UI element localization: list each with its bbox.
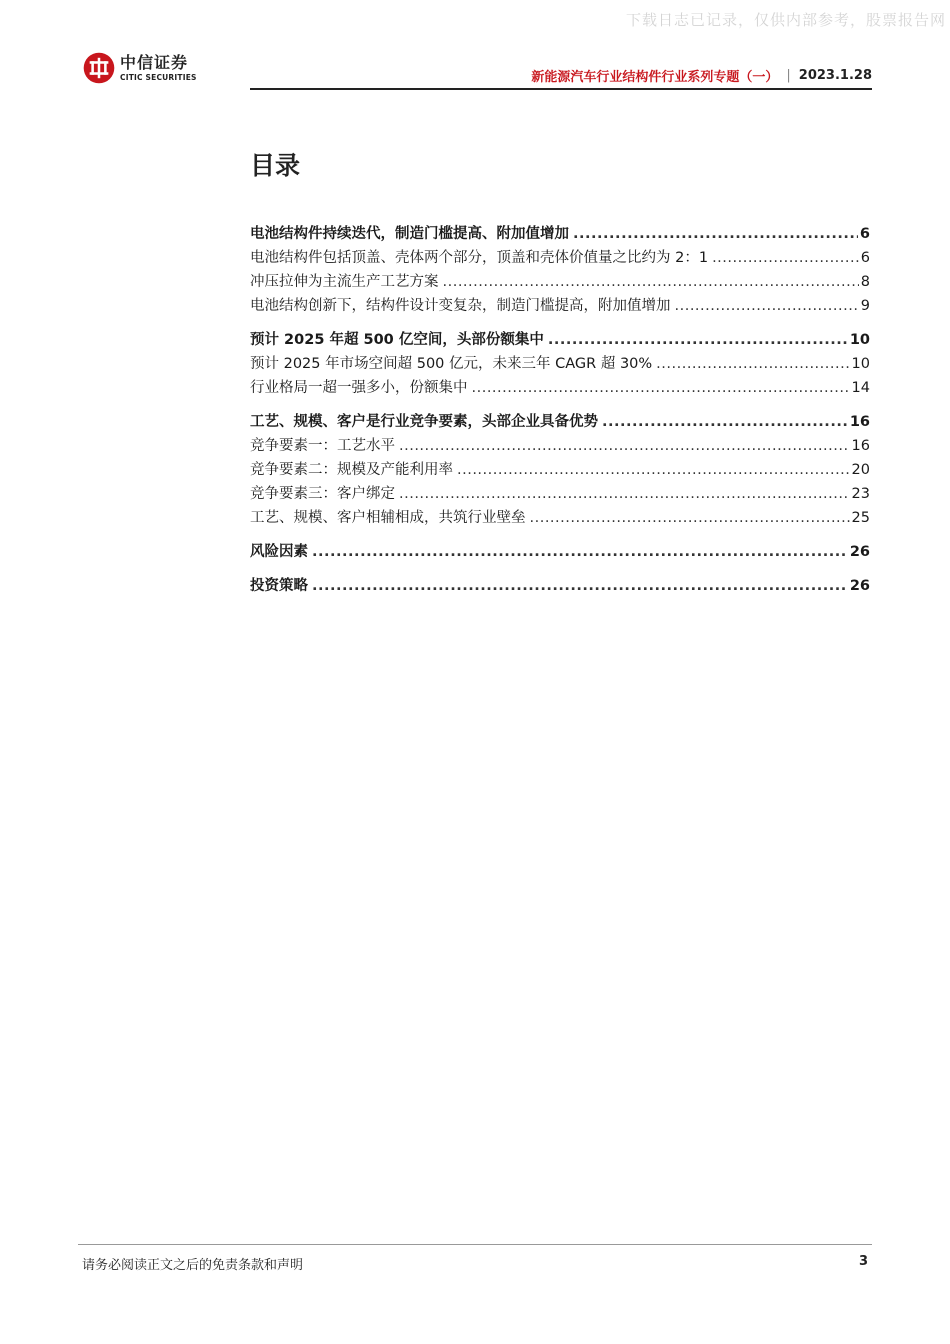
toc-leader-dots <box>548 332 848 348</box>
toc-leader-dots <box>573 226 858 242</box>
toc-leader-dots <box>312 544 848 560</box>
toc-leader-dots <box>656 356 849 372</box>
toc-entry-page: 16 <box>851 438 870 454</box>
toc-entry-page: 8 <box>860 274 870 290</box>
report-series-title: 新能源汽车行业结构件行业系列专题（一） <box>531 70 779 85</box>
header-separator: | <box>786 68 791 83</box>
toc-entry-subsection[interactable] <box>250 246 870 270</box>
toc-entry-label: 电池结构创新下，结构件设计变复杂，制造门槛提高，附加值增加 <box>250 298 671 314</box>
toc-entry-page: 6 <box>860 250 870 266</box>
toc-entry-label: 竞争要素二：规模及产能利用率 <box>250 462 453 478</box>
toc-entry-label: 风险因素 <box>250 544 308 560</box>
toc-leader-dots <box>712 250 859 266</box>
toc-leader-dots <box>675 298 859 314</box>
citic-logo <box>82 50 197 86</box>
toc-leader-dots <box>443 274 859 290</box>
report-header <box>531 66 872 85</box>
toc-entry-subsection[interactable] <box>250 294 870 318</box>
footer-rule <box>78 1244 872 1245</box>
toc-entry-section-1[interactable] <box>250 222 870 246</box>
toc-entry-label: 预计 2025 年超 500 亿空间，头部份额集中 <box>250 332 544 348</box>
toc-entry-subsection[interactable] <box>250 352 870 376</box>
toc-entry-label: 工艺、规模、客户是行业竞争要素，头部企业具备优势 <box>250 414 598 430</box>
toc-entry-label: 行业格局一超一强多小，份额集中 <box>250 380 468 396</box>
toc-entry-label: 电池结构件持续迭代，制造门槛提高、附加值增加 <box>250 226 569 242</box>
toc-entry-label: 电池结构件包括顶盖、壳体两个部分，顶盖和壳体价值量之比约为 2：1 <box>250 250 709 266</box>
toc-entry-page: 14 <box>851 380 870 396</box>
toc-entry-subsection[interactable] <box>250 270 870 294</box>
logo-name-en: CITIC SECURITIES <box>120 72 197 82</box>
header-rule <box>250 88 872 90</box>
watermark: 下载日志已记录，仅供内部参考，股票报告网 <box>625 11 946 29</box>
toc-entry-page: 10 <box>849 332 870 348</box>
page-number: 3 <box>858 1254 868 1269</box>
toc-entry-page: 20 <box>851 462 870 478</box>
toc-entry-risk-factors[interactable] <box>250 540 870 564</box>
toc-leader-dots <box>399 438 850 454</box>
toc-entry-page: 10 <box>851 356 870 372</box>
toc-leader-dots <box>457 462 850 478</box>
toc-entry-page: 23 <box>851 486 870 502</box>
toc-entry-page: 25 <box>851 510 870 526</box>
toc-leader-dots <box>472 380 850 396</box>
toc-leader-dots <box>602 414 848 430</box>
toc-entry-investment-strategy[interactable] <box>250 574 870 598</box>
toc-entry-page: 26 <box>849 578 870 594</box>
toc-entry-label: 投资策略 <box>250 578 308 594</box>
toc-leader-dots <box>399 486 850 502</box>
table-of-contents <box>250 222 870 598</box>
report-date: 2023.1.28 <box>798 68 872 83</box>
toc-leader-dots <box>312 578 848 594</box>
toc-leader-dots <box>530 510 850 526</box>
toc-entry-label: 竞争要素一：工艺水平 <box>250 438 395 454</box>
logo-name-cn: 中信证券 <box>120 52 189 72</box>
footer-disclaimer: 请务必阅读正文之后的免责条款和声明 <box>82 1258 304 1273</box>
toc-entry-subsection[interactable] <box>250 482 870 506</box>
toc-entry-subsection[interactable] <box>250 434 870 458</box>
toc-entry-section-3[interactable] <box>250 410 870 434</box>
toc-entry-page: 16 <box>849 414 870 430</box>
toc-entry-subsection[interactable] <box>250 376 870 400</box>
toc-entry-subsection[interactable] <box>250 506 870 530</box>
toc-entry-label: 竞争要素三：客户绑定 <box>250 486 395 502</box>
toc-entry-page: 9 <box>860 298 870 314</box>
toc-entry-page: 6 <box>859 226 870 242</box>
toc-heading: 目录 <box>250 151 301 180</box>
toc-entry-section-2[interactable] <box>250 328 870 352</box>
toc-entry-subsection[interactable] <box>250 458 870 482</box>
toc-entry-label: 工艺、规模、客户相辅相成，共筑行业壁垒 <box>250 510 526 526</box>
toc-entry-label: 冲压拉伸为主流生产工艺方案 <box>250 274 439 290</box>
toc-entry-label: 预计 2025 年市场空间超 500 亿元，未来三年 CAGR 超 30% <box>250 356 653 372</box>
citic-logo-icon <box>82 51 116 85</box>
toc-entry-page: 26 <box>849 544 870 560</box>
